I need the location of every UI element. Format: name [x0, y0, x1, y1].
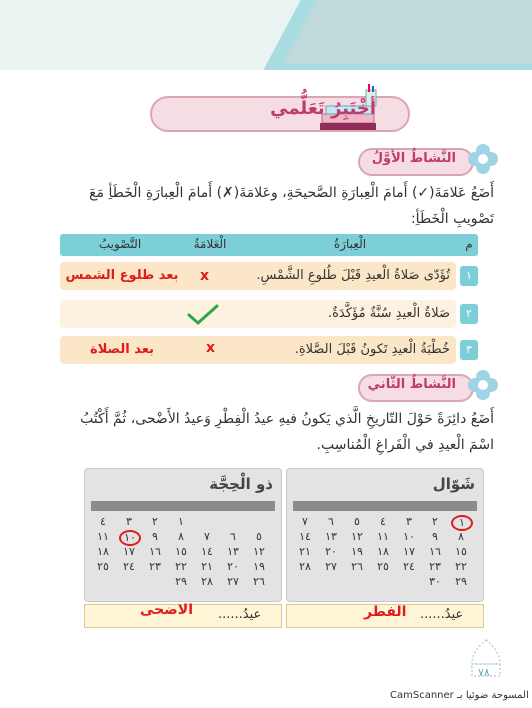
calendar-day: ١٤ — [201, 545, 213, 558]
answer-text: الاضحى — [140, 602, 194, 618]
instruction-line: اسْمَ الْعيدِ في الْفَراغِ الْمُناسِبِ. — [316, 437, 494, 453]
calendar-day: ٢٤ — [403, 560, 415, 573]
calendar-day: ٥ — [256, 530, 262, 543]
calendar-day: ٣ — [126, 515, 132, 528]
row-phrase: تُؤَدّى صَلاةُ الْعيدِ قَبْلَ طُلوعِ الشَّمْسِ. — [256, 268, 450, 283]
answer-prefix: عيدُ...... — [218, 607, 262, 622]
calendar-day: ١٥ — [455, 545, 467, 558]
calendar-day: ٢٢ — [455, 560, 467, 573]
header-correction: التَّصْويبُ — [98, 237, 142, 251]
calendar-day: ١٤ — [299, 530, 311, 543]
weekday-header — [293, 501, 477, 511]
page-number: ٧٨ — [478, 666, 490, 679]
calendar-day: ١٦ — [149, 545, 161, 558]
calendar-day: ٦ — [230, 530, 236, 543]
calendar-day: ١٨ — [97, 545, 109, 558]
calendar-day: ٤ — [380, 515, 386, 528]
flower-icon — [466, 142, 500, 176]
calendar-day: ٢٢ — [175, 560, 187, 573]
calendar-day: ١٦ — [429, 545, 441, 558]
activity2-heading: النَّشاطُ الثّاني — [367, 377, 456, 392]
calendar-day: ٣ — [406, 515, 412, 528]
calendar-day: ٩ — [152, 530, 158, 543]
calendar-day: ٢٣ — [429, 560, 441, 573]
row-correction: بعد الصلاة — [90, 342, 154, 357]
calendar-day: ١١ — [97, 530, 109, 543]
calendar-day: ٢٠ — [325, 545, 337, 558]
activity1-instruction — [24, 180, 494, 232]
activity1-heading: النَّشاطُ الأوَّلُ — [371, 151, 456, 166]
instruction-line: تَصْويبِ الْخَطَأِ: — [410, 211, 494, 227]
calendar-day: ٢٥ — [377, 560, 389, 573]
calendar-day: ١٩ — [351, 545, 363, 558]
calendar-day: ٢ — [152, 515, 158, 528]
page-title: أخْتَبِرُ تَعَلُّمي — [270, 98, 376, 119]
calendar-day: ٢٦ — [253, 575, 265, 588]
calendar-day: ١٠ — [119, 530, 141, 546]
calendar-day: ٢٣ — [149, 560, 161, 573]
calendar-day: ٢١ — [299, 545, 311, 558]
calendar-month: شَوّال — [432, 475, 475, 493]
calendar-day: ٢٨ — [201, 575, 213, 588]
calendar-day: ١٣ — [227, 545, 239, 558]
calendar-day: ١ — [451, 515, 473, 531]
flower-icon — [466, 368, 500, 402]
calendar-day: ١٠ — [403, 530, 415, 543]
calendar-dhulhijjah — [84, 468, 282, 602]
calendar-day: ٧ — [302, 515, 308, 528]
calendar-day: ٢٦ — [351, 560, 363, 573]
calendar-day: ١٥ — [175, 545, 187, 558]
row-mark: x — [206, 340, 216, 356]
calendar-day: ٢٤ — [123, 560, 135, 573]
calendar-day: ١٧ — [403, 545, 415, 558]
activity2-instruction — [24, 406, 494, 458]
calendar-day: ٢٨ — [299, 560, 311, 573]
row-number: ٢ — [460, 304, 478, 324]
header-mark: الْعَلامَةُ — [193, 237, 227, 251]
calendar-day: ١٩ — [253, 560, 265, 573]
scanner-footer: المسوحة ضوئيا بـ CamScanner — [390, 690, 529, 701]
answer-prefix: عيدُ...... — [420, 607, 464, 622]
row-number: ٣ — [460, 340, 478, 360]
answer-text: الفطر — [364, 604, 407, 620]
calendar-day: ١١ — [377, 530, 389, 543]
calendar-day: ١٨ — [377, 545, 389, 558]
calendar-day: ١٣ — [325, 530, 337, 543]
calendar-day: ٧ — [204, 530, 210, 543]
header-phrase: الْعِبارَةُ — [333, 237, 367, 251]
row-correction: بعد طلوع الشمس — [65, 268, 179, 283]
calendar-day: ٢٥ — [97, 560, 109, 573]
calendar-day: ٤ — [100, 515, 106, 528]
calendar-month: ذو الْحِجَّة — [209, 475, 273, 493]
instruction-line: أَضَعُ دائِرَةً حَوْلَ التّاريخِ الَّذي يَكونُ فيهِ عيدُ الْفِطْرِ وَعيدُ الأَضْحى، ثُمَّ أَكْتُبُ — [80, 411, 494, 427]
calendar-day: ٦ — [328, 515, 334, 528]
calendar-day: ٨ — [178, 530, 184, 543]
calendar-day: ٣٠ — [429, 575, 441, 588]
calendar-day: ٢٠ — [227, 560, 239, 573]
calendar-day: ٢٩ — [175, 575, 187, 588]
weekday-header — [91, 501, 275, 511]
row-mark: x — [200, 268, 210, 284]
checkmark-icon — [186, 302, 220, 330]
calendar-day: ٢٧ — [227, 575, 239, 588]
calendar-day: ٨ — [458, 530, 464, 543]
row-number: ١ — [460, 266, 478, 286]
header-band — [0, 0, 532, 70]
calendar-day: ١ — [178, 515, 184, 528]
header-num: م — [465, 237, 473, 251]
row-phrase: صَلاةُ الْعيدِ سُنَّةٌ مُؤَكَّدَةٌ. — [327, 306, 450, 321]
calendar-shawwal — [286, 468, 484, 602]
calendar-day: ٢ — [432, 515, 438, 528]
row-phrase: خُطْبَةُ الْعيدِ تَكونُ قَبْلَ الصَّلاةِ. — [294, 342, 450, 357]
calendar-day: ٢٩ — [455, 575, 467, 588]
calendar-day: ٢١ — [201, 560, 213, 573]
calendar-day: ٥ — [354, 515, 360, 528]
calendar-day: ١٢ — [351, 530, 363, 543]
calendar-day: ١٢ — [253, 545, 265, 558]
instruction-line: أَضَعُ عَلامَةَ(✓) أَمامَ الْعِبارَةِ الصَّحيحَةِ، وعَلامَةَ(✗) أَمامَ الْعِبارَةِ الْخَطَأِ مَعَ — [89, 185, 494, 201]
calendar-day: ٢٧ — [325, 560, 337, 573]
calendar-day: ٩ — [432, 530, 438, 543]
calendar-day: ١٧ — [123, 545, 135, 558]
